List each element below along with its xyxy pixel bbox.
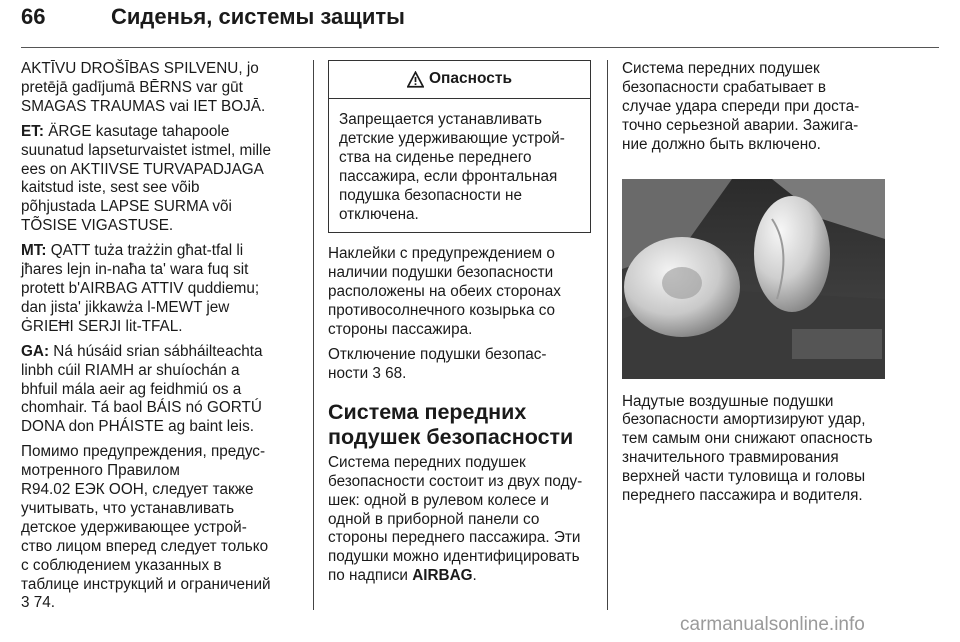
stickers-paragraph: Наклейки с предупреждением о наличии подушки безопасности расположены на обеих сторонах противосолнечного козырька со стороны пассажира. — [328, 245, 561, 339]
section-heading: Система передних подушек безопасности — [328, 399, 574, 449]
page-number: 66 — [21, 4, 46, 29]
danger-body: Запрещается устанавливать детские удерживающие устрой- ства на сиденье переднего пассажира, если фронтальная подушка безопасности не отключена. — [339, 111, 565, 223]
page-ref-link[interactable]: 74. — [29, 594, 56, 612]
column-divider-1 — [313, 60, 314, 610]
airbag-word: AIRBAG — [412, 567, 473, 585]
warning-triangle-icon — [407, 71, 424, 88]
danger-box — [328, 60, 591, 233]
page-ref-arrow-icon: 3 — [372, 364, 381, 382]
page-ref-link[interactable]: 68. — [380, 364, 407, 382]
danger-title: Опасность — [428, 70, 513, 88]
column-3 — [622, 60, 892, 512]
trigger-paragraph: Система передних подушек безопасности срабатывает в случае удара спереди при доста- точно серьезной аварии. Зажига- ние должно быть включено. — [622, 60, 860, 153]
column-2 — [328, 60, 593, 592]
ga-warning: GA: Ná húsáid srian sábháilteachta linbh cúil RIAMH ar shuíochán a bhfuil mála aeir ag feidhmiú os a chomhair. Tá baol BÁIS nó GORTÚ DONA don PHÁISTE ag baint leis. — [21, 342, 263, 436]
page-ref-arrow-icon: 3 — [21, 594, 30, 612]
et-warning: ET: ÄRGE kasutage tahapoole suunatud lapseturvaistet istmel, mille ees on AKTIIVSE TURVAPADJAGA kaitstud iste, sest see võib põhjustada LAPSE SURMA või TÕSISE VIGASTUSE. — [21, 122, 271, 235]
danger-header — [329, 61, 590, 99]
et-label: ET: — [21, 122, 44, 140]
ru-regulation-note: Помимо предупреждения, предус- мотренного Правилом R94.02 ЕЭК ООН, следует также учитывать, что устанавливать детское удерживающее устрой- ство лицом вперед следует только с соблюдением указанных в таблице инструкций и ограничений 3 74. — [21, 443, 271, 612]
mt-label: MT: — [21, 242, 47, 260]
inflated-paragraph: Надутые воздушные подушки безопасности амортизируют удар, тем самым они снижают опасность значительного травмирования верхней части туловища и головы переднего пассажира и водителя. — [622, 392, 873, 505]
lv-warning-tail: AKTĪVU DROŠĪBAS SPILVENU, jo pretējā gadījumā BĒRNS var gūt SMAGAS TRAUMAS vai IET BOJĀ. — [21, 60, 266, 115]
watermark: carmanualsonline.info — [680, 614, 865, 635]
page-title: Сиденья, системы защиты — [111, 4, 405, 29]
column-1 — [21, 60, 303, 619]
deactivation-paragraph: Отключение подушки безопас- ности 3 68. — [328, 345, 547, 382]
page-header — [0, 0, 960, 52]
header-divider — [21, 47, 939, 48]
system-paragraph: Система передних подушек безопасности состоит из двух поду- шек: одной в рулевом колесе и одной в приборной панели со стороны переднего пассажира. Эти подушки можно идентифицировать по надписи AIRBAG. — [328, 453, 583, 585]
ga-label: GA: — [21, 342, 50, 360]
column-divider-2 — [607, 60, 608, 610]
mt-warning: MT: QATT tuża trażżin għat-tfal li jħares lejn in-naħa ta' wara fuq sit protett b'AIRBAG ATTIV quddiemu; dan jista' jikkawża l-MEWT jew ĠRIEĦI SERJI lit-TFAL. — [21, 242, 260, 335]
airbags-photo — [622, 179, 885, 379]
